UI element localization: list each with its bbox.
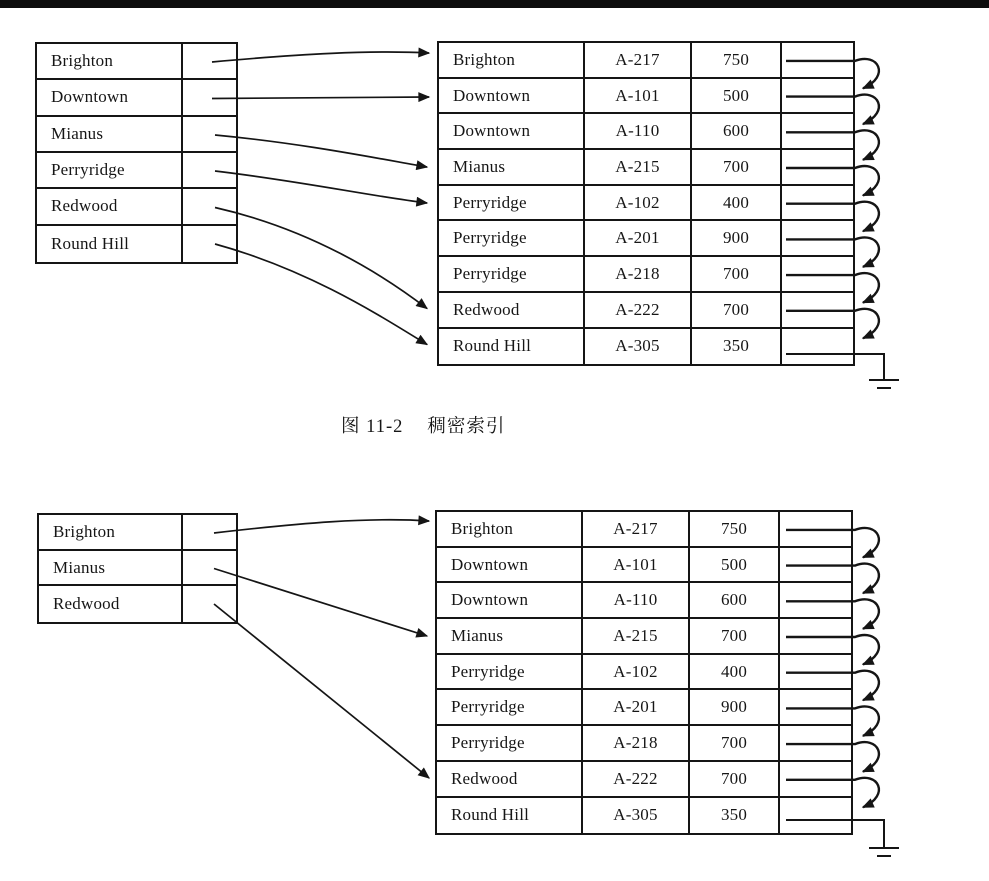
- account-cell: A-222: [583, 762, 690, 798]
- index-key-cell: Round Hill: [37, 226, 183, 262]
- branch-cell: Brighton: [437, 512, 583, 548]
- branch-cell: Perryridge: [437, 655, 583, 691]
- account-cell: A-201: [583, 690, 690, 726]
- figure-caption: [341, 412, 505, 438]
- balance-cell: 400: [692, 186, 782, 222]
- index-key-cell: Downtown: [37, 80, 183, 116]
- record-pointer-cell: [780, 548, 851, 584]
- balance-cell: 350: [690, 798, 780, 834]
- record-pointer-cell: [780, 512, 851, 548]
- sparse-index-table: [37, 513, 238, 624]
- record-pointer-cell: [782, 257, 853, 293]
- balance-cell: 700: [690, 619, 780, 655]
- index-key-cell: Redwood: [39, 586, 183, 622]
- branch-cell: Perryridge: [437, 726, 583, 762]
- branch-cell: Round Hill: [437, 798, 583, 834]
- record-pointer-cell: [782, 329, 853, 365]
- branch-cell: Perryridge: [439, 221, 585, 257]
- branch-cell: Brighton: [439, 43, 585, 79]
- index-pointer-cell: [183, 515, 236, 551]
- account-cell: A-215: [585, 150, 692, 186]
- account-cell: A-305: [585, 329, 692, 365]
- account-file-table: [437, 41, 855, 366]
- record-pointer-cell: [782, 186, 853, 222]
- balance-cell: 900: [692, 221, 782, 257]
- account-cell: A-218: [585, 257, 692, 293]
- record-pointer-cell: [782, 150, 853, 186]
- balance-cell: 750: [692, 43, 782, 79]
- balance-cell: 700: [690, 762, 780, 798]
- branch-cell: Redwood: [439, 293, 585, 329]
- record-pointer-cell: [780, 655, 851, 691]
- balance-cell: 700: [692, 293, 782, 329]
- account-cell: A-217: [583, 512, 690, 548]
- record-pointer-cell: [782, 79, 853, 115]
- record-pointer-cell: [780, 726, 851, 762]
- account-cell: A-101: [585, 79, 692, 115]
- balance-cell: 500: [690, 548, 780, 584]
- account-cell: A-305: [583, 798, 690, 834]
- dense-index-table: [35, 42, 238, 264]
- balance-cell: 700: [692, 257, 782, 293]
- branch-cell: Round Hill: [439, 329, 585, 365]
- record-pointer-cell: [780, 690, 851, 726]
- sparse-index-arrows: [214, 520, 429, 778]
- index-pointer-cell: [183, 551, 236, 587]
- index-key-cell: Brighton: [37, 44, 183, 80]
- branch-cell: Downtown: [439, 79, 585, 115]
- branch-cell: Downtown: [439, 114, 585, 150]
- index-pointer-cell: [183, 586, 236, 622]
- record-pointer-cell: [780, 619, 851, 655]
- record-pointer-cell: [782, 293, 853, 329]
- account-cell: A-101: [583, 548, 690, 584]
- branch-cell: Redwood: [437, 762, 583, 798]
- branch-cell: Perryridge: [437, 690, 583, 726]
- index-key-cell: Redwood: [37, 189, 183, 225]
- balance-cell: 500: [692, 79, 782, 115]
- account-cell: A-102: [585, 186, 692, 222]
- index-pointer-cell: [183, 117, 236, 153]
- balance-cell: 700: [692, 150, 782, 186]
- record-pointer-cell: [780, 798, 851, 834]
- index-pointer-cell: [183, 44, 236, 80]
- index-pointer-cell: [183, 226, 236, 262]
- account-cell: A-201: [585, 221, 692, 257]
- balance-cell: 750: [690, 512, 780, 548]
- branch-cell: Mianus: [437, 619, 583, 655]
- dense-index-arrows: [212, 52, 429, 344]
- branch-cell: Perryridge: [439, 257, 585, 293]
- balance-cell: 700: [690, 726, 780, 762]
- account-cell: A-222: [585, 293, 692, 329]
- index-pointer-cell: [183, 189, 236, 225]
- record-pointer-cell: [782, 114, 853, 150]
- balance-cell: 600: [690, 583, 780, 619]
- account-cell: A-102: [583, 655, 690, 691]
- index-pointer-cell: [183, 153, 236, 189]
- balance-cell: 600: [692, 114, 782, 150]
- record-pointer-cell: [782, 43, 853, 79]
- caption-title: 稠密索引: [427, 417, 506, 437]
- branch-cell: Downtown: [437, 548, 583, 584]
- branch-cell: Mianus: [439, 150, 585, 186]
- page-top-rule: [0, 0, 989, 8]
- index-pointer-cell: [183, 80, 236, 116]
- branch-cell: Perryridge: [439, 186, 585, 222]
- index-key-cell: Mianus: [37, 117, 183, 153]
- account-cell: A-218: [583, 726, 690, 762]
- account-cell: A-110: [583, 583, 690, 619]
- account-cell: A-217: [585, 43, 692, 79]
- record-pointer-cell: [780, 762, 851, 798]
- record-pointer-cell: [782, 221, 853, 257]
- account-cell: A-215: [583, 619, 690, 655]
- balance-cell: 400: [690, 655, 780, 691]
- record-pointer-cell: [780, 583, 851, 619]
- index-key-cell: Mianus: [39, 551, 183, 587]
- balance-cell: 900: [690, 690, 780, 726]
- account-file-table: [435, 510, 853, 835]
- account-cell: A-110: [585, 114, 692, 150]
- index-key-cell: Perryridge: [37, 153, 183, 189]
- caption-label: 图 11-2: [341, 417, 404, 437]
- index-key-cell: Brighton: [39, 515, 183, 551]
- branch-cell: Downtown: [437, 583, 583, 619]
- balance-cell: 350: [692, 329, 782, 365]
